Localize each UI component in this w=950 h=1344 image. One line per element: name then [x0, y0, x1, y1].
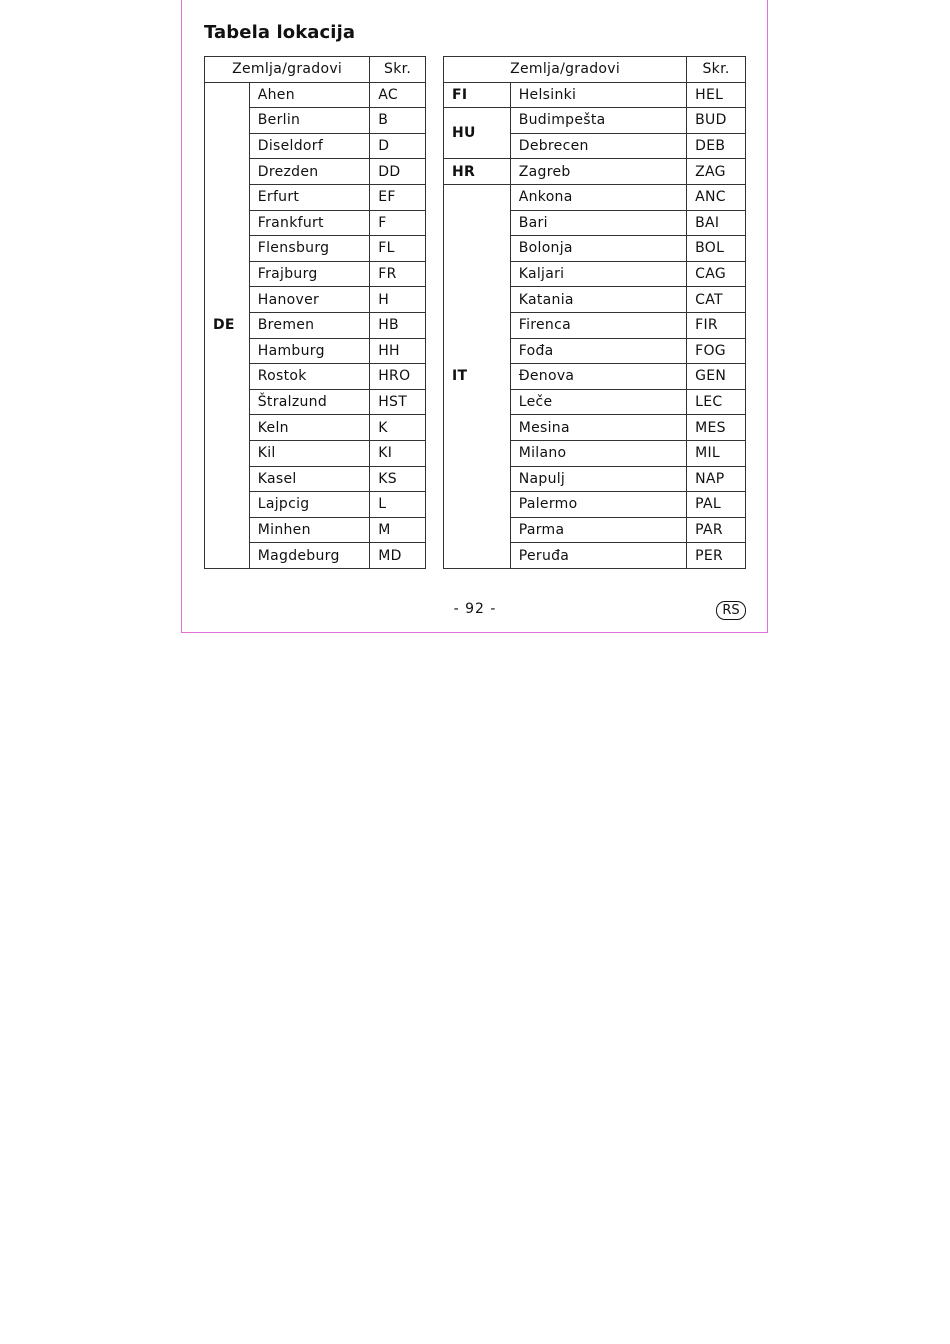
city-name: Đenova — [510, 364, 686, 390]
city-name: Fođa — [510, 338, 686, 364]
city-name: Palermo — [510, 492, 686, 518]
header-abbr: Skr. — [687, 57, 746, 83]
city-name: Bari — [510, 210, 686, 236]
city-abbr: PAL — [687, 492, 746, 518]
city-name: Štralzund — [249, 389, 369, 415]
city-abbr: DD — [370, 159, 426, 185]
city-name: Rostok — [249, 364, 369, 390]
country-code: HR — [444, 159, 511, 185]
city-abbr: PER — [687, 543, 746, 569]
city-name: Ahen — [249, 82, 369, 108]
city-name: Debrecen — [510, 133, 686, 159]
city-name: Budimpešta — [510, 108, 686, 134]
city-abbr: F — [370, 210, 426, 236]
city-abbr: B — [370, 108, 426, 134]
city-name: Mesina — [510, 415, 686, 441]
city-name: Kaljari — [510, 261, 686, 287]
city-abbr: FOG — [687, 338, 746, 364]
city-abbr: CAG — [687, 261, 746, 287]
city-name: Peruđa — [510, 543, 686, 569]
city-abbr: M — [370, 517, 426, 543]
city-abbr: BAI — [687, 210, 746, 236]
city-name: Frankfurt — [249, 210, 369, 236]
city-abbr: H — [370, 287, 426, 313]
city-name: Firenca — [510, 312, 686, 338]
city-name: Hamburg — [249, 338, 369, 364]
city-abbr: PAR — [687, 517, 746, 543]
city-name: Minhen — [249, 517, 369, 543]
table-row — [205, 82, 426, 108]
city-name: Magdeburg — [249, 543, 369, 569]
city-name: Berlin — [249, 108, 369, 134]
city-abbr: CAT — [687, 287, 746, 313]
city-name: Katania — [510, 287, 686, 313]
city-abbr: BOL — [687, 236, 746, 262]
city-name: Hanover — [249, 287, 369, 313]
city-abbr: ANC — [687, 184, 746, 210]
city-name: Ankona — [510, 184, 686, 210]
city-name: Lajpcig — [249, 492, 369, 518]
city-abbr: D — [370, 133, 426, 159]
city-name: Keln — [249, 415, 369, 441]
city-abbr: K — [370, 415, 426, 441]
table-row — [444, 108, 746, 134]
table-header-row — [444, 57, 746, 83]
city-abbr: NAP — [687, 466, 746, 492]
city-abbr: L — [370, 492, 426, 518]
city-abbr: GEN — [687, 364, 746, 390]
city-abbr: HB — [370, 312, 426, 338]
city-name: Milano — [510, 440, 686, 466]
table-row — [444, 184, 746, 210]
city-name: Leče — [510, 389, 686, 415]
city-name: Flensburg — [249, 236, 369, 262]
city-abbr: HST — [370, 389, 426, 415]
country-code: IT — [444, 184, 511, 568]
page-title: Tabela lokacija — [204, 22, 356, 43]
city-name: Bremen — [249, 312, 369, 338]
city-abbr: BUD — [687, 108, 746, 134]
city-abbr: EF — [370, 184, 426, 210]
table-row — [444, 82, 746, 108]
city-name: Bolonja — [510, 236, 686, 262]
city-name: Kasel — [249, 466, 369, 492]
city-abbr: ZAG — [687, 159, 746, 185]
header-country-city: Zemlja/gradovi — [444, 57, 687, 83]
city-name: Erfurt — [249, 184, 369, 210]
city-abbr: DEB — [687, 133, 746, 159]
city-name: Drezden — [249, 159, 369, 185]
city-abbr: HH — [370, 338, 426, 364]
city-abbr: KI — [370, 440, 426, 466]
city-abbr: FIR — [687, 312, 746, 338]
city-abbr: MIL — [687, 440, 746, 466]
country-code: DE — [205, 82, 250, 568]
country-code: HU — [444, 108, 511, 159]
city-name: Napulj — [510, 466, 686, 492]
city-abbr: AC — [370, 82, 426, 108]
table-header-row — [205, 57, 426, 83]
header-abbr: Skr. — [370, 57, 426, 83]
location-table-right — [443, 56, 746, 569]
table-row — [444, 159, 746, 185]
city-abbr: MD — [370, 543, 426, 569]
city-name: Helsinki — [510, 82, 686, 108]
city-abbr: HRO — [370, 364, 426, 390]
city-name: Frajburg — [249, 261, 369, 287]
country-code: FI — [444, 82, 511, 108]
city-name: Zagreb — [510, 159, 686, 185]
location-table-left — [204, 56, 426, 569]
city-abbr: HEL — [687, 82, 746, 108]
city-abbr: KS — [370, 466, 426, 492]
city-name: Diseldorf — [249, 133, 369, 159]
page-number: - 92 - — [453, 601, 497, 617]
city-abbr: FR — [370, 261, 426, 287]
city-abbr: MES — [687, 415, 746, 441]
header-country-city: Zemlja/gradovi — [205, 57, 370, 83]
language-badge: RS — [716, 601, 746, 620]
city-abbr: LEC — [687, 389, 746, 415]
city-name: Kil — [249, 440, 369, 466]
city-name: Parma — [510, 517, 686, 543]
city-abbr: FL — [370, 236, 426, 262]
